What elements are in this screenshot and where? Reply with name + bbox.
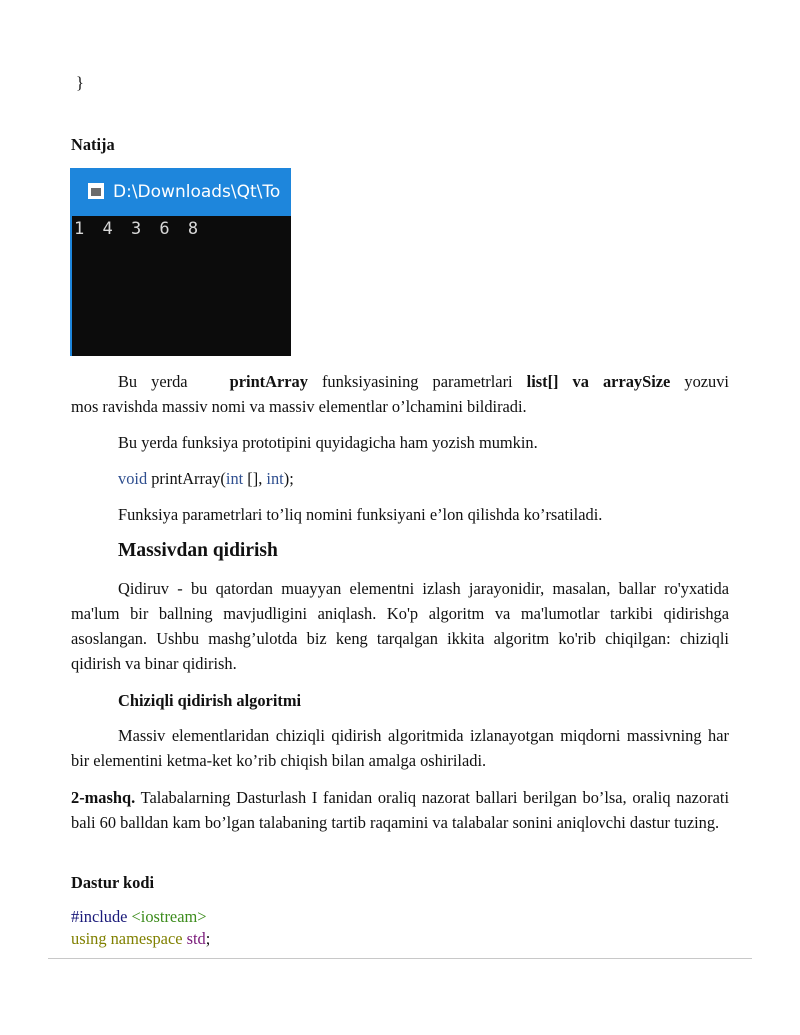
- code-directive: #include: [71, 907, 128, 926]
- exercise-text: Talabalarning Dasturlash I fanidan oraliq nazorat ballari berilgan bo’lsa, oraliq nazorati bali 60 balldan kam bo’lgan talabaning tartib raqamini va talabalar sonini aniqlovchi dastur tuzing.: [71, 788, 729, 832]
- sub-heading: Chiziqli qidirish algoritmi: [118, 691, 302, 710]
- text-run: yozuvi: [670, 372, 729, 391]
- paragraph-search-intro: Qidiruv - bu qatordan muayyan elementni izlash jarayonidir, masalan, ballar ro'yxatida ma'lum bir ballning mavjudligini aniqlash. Ko'p algoritm va ma'lumotlar tarkibi qidirishga asoslangan. Ushbu mashg’ulotda biz keng tarqalgan ikkita algoritm ko'rib chiqilgan: chiziqli qidirish va binar qidirish.: [71, 579, 729, 673]
- code-heading: Dastur kodi: [71, 873, 155, 892]
- code-include-file: <iostream>: [127, 907, 207, 926]
- console-title-bar: [70, 168, 291, 216]
- text-run: funksiyasining parametrlari: [307, 372, 527, 391]
- console-edge: [70, 216, 72, 356]
- page-footer-rule: [48, 958, 752, 959]
- code-keyword: void: [118, 469, 148, 488]
- code-keyword: using namespace: [71, 929, 183, 948]
- code-text: [],: [243, 469, 267, 488]
- section-heading: Massivdan qidirish: [118, 540, 278, 561]
- console-window-icon: [88, 183, 104, 199]
- paragraph-print-array: [71, 369, 729, 419]
- exercise-label: 2-mashq.: [71, 788, 136, 807]
- closing-brace: }: [76, 73, 84, 92]
- code-line-using: [71, 928, 210, 950]
- paragraph-line: mos ravishda massiv nomi va massiv elementlar o’lchamini bildiradi.: [71, 397, 527, 416]
- bold-run: printArray: [229, 372, 308, 391]
- paragraph-prototype-intro: Bu yerda funksiya prototipini quyidagicha ham yozish mumkin.: [118, 433, 538, 452]
- console-screenshot: [70, 168, 291, 356]
- console-output: 1 4 3 6 8: [74, 219, 203, 239]
- code-text: printArray(: [147, 469, 226, 488]
- prototype-code: [118, 466, 294, 491]
- code-keyword: int: [225, 469, 244, 488]
- paragraph-linear-search: Massiv elementlaridan chiziqli qidirish algoritmida izlanayotgan miqdorni massivning har bir elementini ketma-ket ko’rib chiqish bilan amalga oshiriladi.: [71, 726, 729, 770]
- text-run: Bu yerda: [118, 372, 188, 391]
- result-heading: Natija: [71, 135, 115, 154]
- paragraph-line: [71, 369, 729, 394]
- paragraph-parameters: Funksiya parametrlari to’liq nomini funksiyani e’lon qilishda ko’rsatiladi.: [118, 505, 603, 524]
- console-title: D:\Downloads\Qt\To: [113, 182, 281, 202]
- code-namespace: std: [182, 929, 206, 948]
- code-keyword: int: [266, 469, 284, 488]
- code-text: ;: [205, 929, 211, 948]
- exercise-paragraph: [71, 785, 729, 835]
- bold-run: list[] va arraySize: [526, 372, 671, 391]
- code-line-include: [71, 906, 206, 928]
- code-text: );: [283, 469, 294, 488]
